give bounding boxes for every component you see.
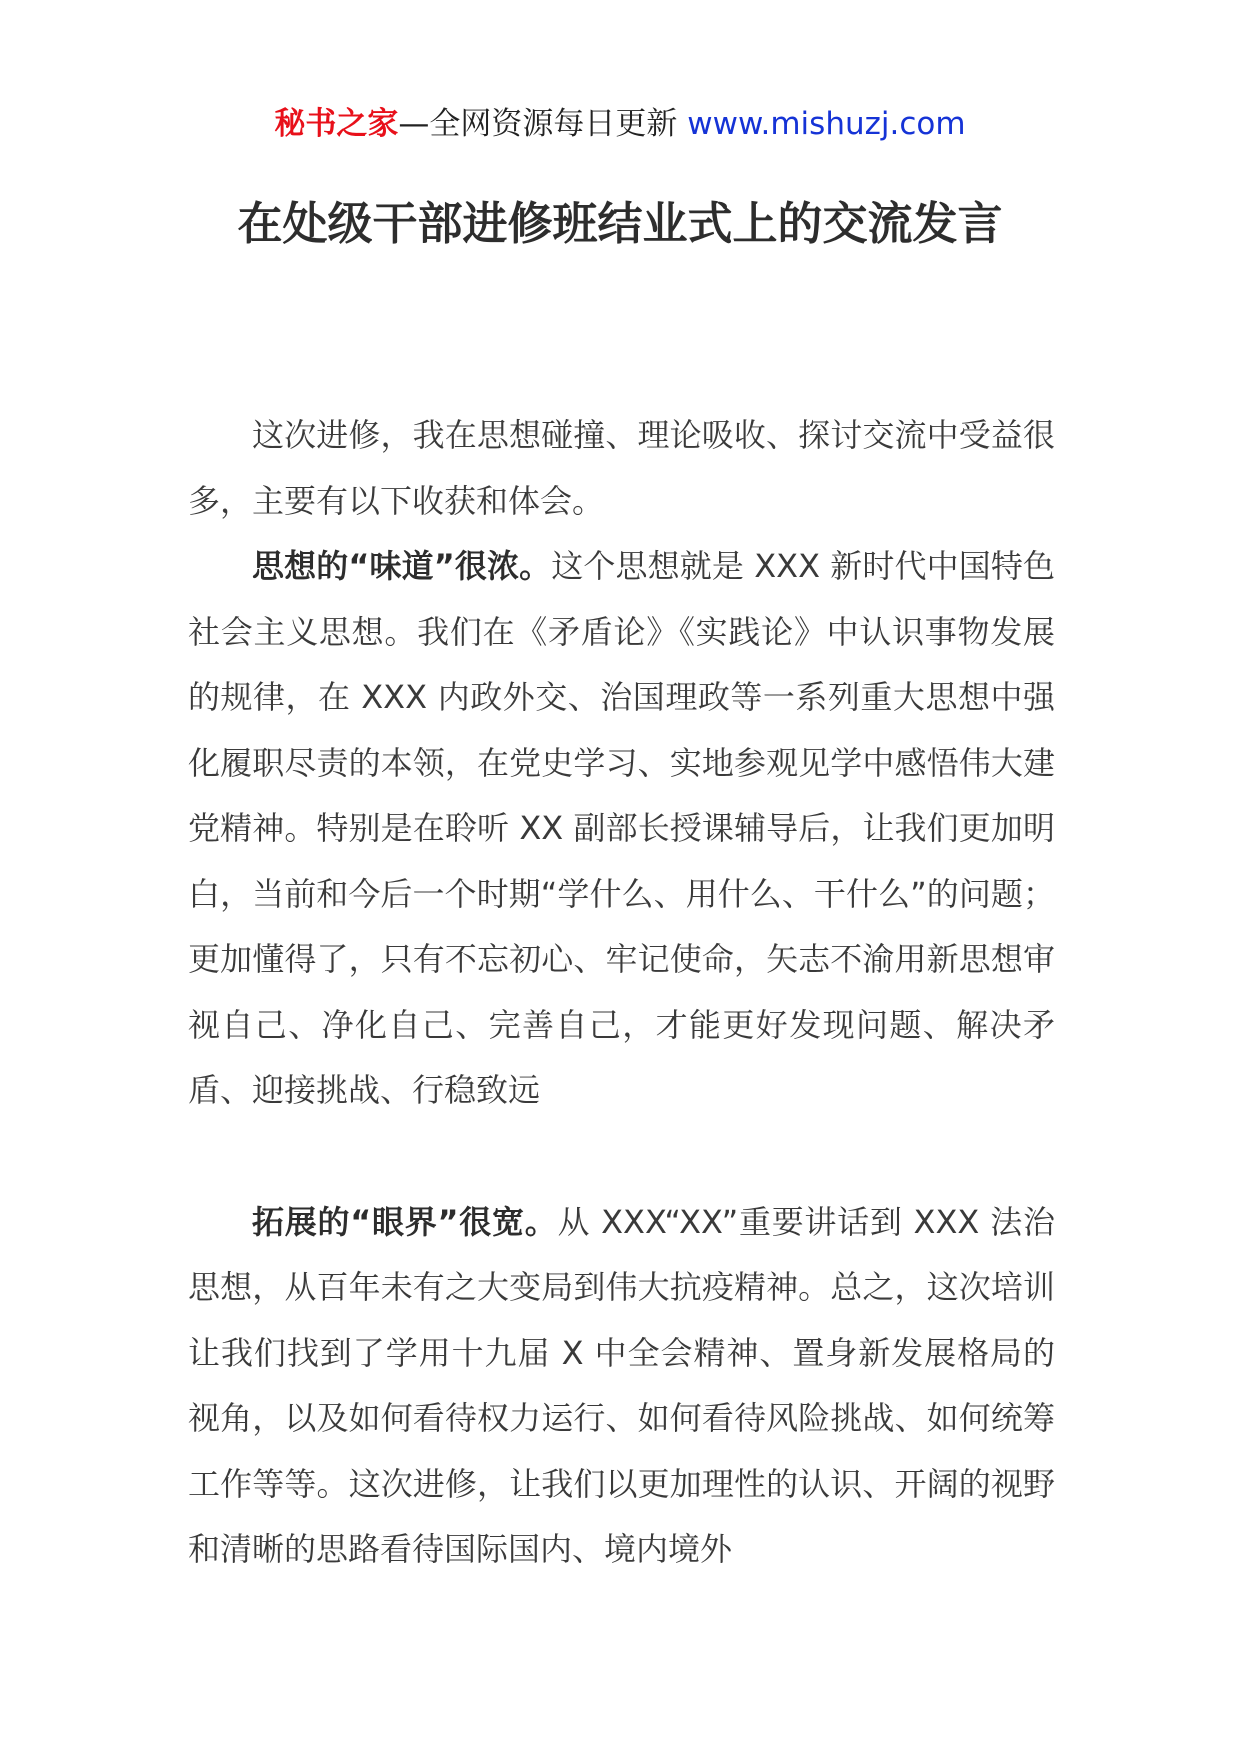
paragraph-intro: [188, 403, 1055, 534]
site-header: [0, 104, 1240, 144]
document-body: [188, 403, 1055, 1583]
document-title: 在处级干部进修班结业式上的交流发言: [237, 197, 1003, 250]
paragraph-thought-lead: 思想的“味道”很浓。: [252, 547, 552, 585]
site-url-link[interactable]: www.mishuzj.com: [687, 106, 966, 142]
paragraph-vision-text: 从 XXX“XX”重要讲话到 XXX 法治思想，从百年未有之大变局到伟大抗疫精神。总之，这次培训让我们找到了学用十九届 X 中全会精神、置身新发展格局的视角，以及如何看待权力运行、如何看待风险挑战、如何统筹工作等等。这次进修，让我们以更加理性的认识、开阔的视野和清晰的思路看待国际国内、境内境外: [188, 1202, 1055, 1568]
header-tagline: —全网资源每日更新: [398, 106, 688, 142]
paragraph-thought: [188, 534, 1055, 1124]
paragraph-intro-text: 这次进修，我在思想碰撞、理论吸收、探讨交流中受益很多，主要有以下收获和体会。: [188, 416, 1055, 520]
paragraph-vision-lead: 拓展的“眼界”很宽。: [252, 1202, 558, 1241]
paragraph-vision: [188, 1190, 1055, 1583]
brand-name: 秘书之家: [274, 106, 399, 142]
paragraph-thought-text: 这个思想就是 XXX 新时代中国特色社会主义思想。我们在《矛盾论》《实践论》中认识事物发展的规律，在 XXX 内政外交、治国理政等一系列重大思想中强化履职尽责的本领，在党史学习、实地参观见学中感悟伟大建党精神。特别是在聆听 XX 副部长授课辅导后，让我们更加明白，当前和今后一个时期“学什么、用什么、干什么”的问题；更加懂得了，只有不忘初心、牢记使命，矢志不渝用新思想审视自己、净化自己、完善自己，才能更好发现问题、解决矛盾、迎接挑战、行稳致远: [188, 547, 1055, 1109]
